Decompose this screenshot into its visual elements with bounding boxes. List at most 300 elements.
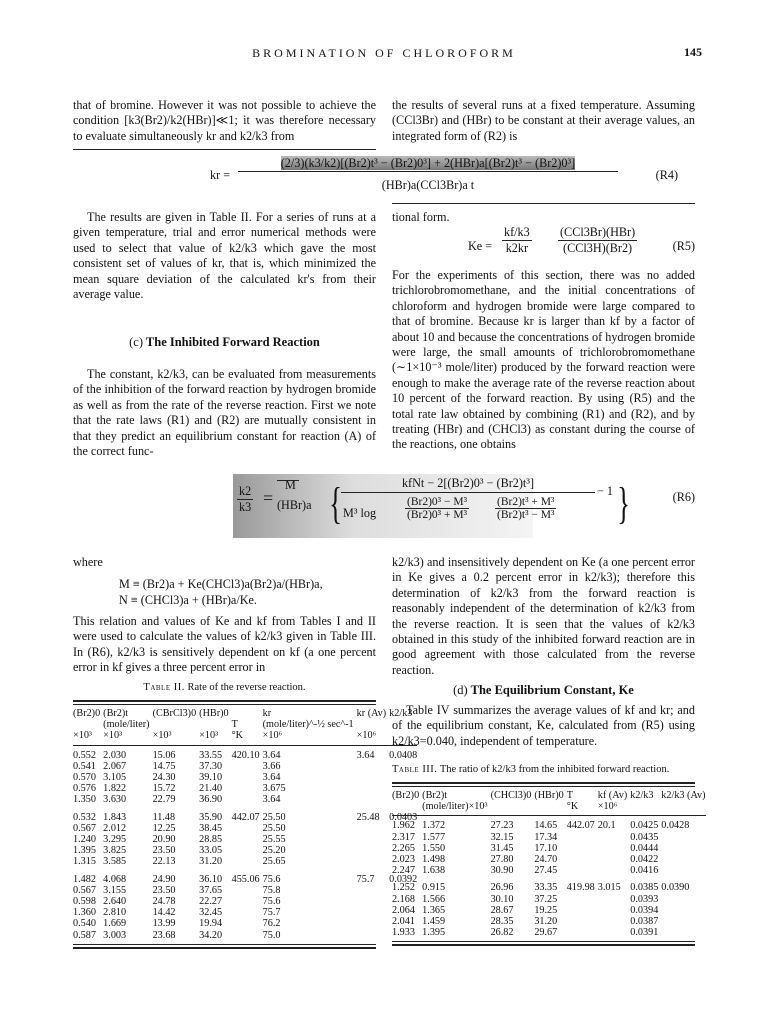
table-cell: 1.372 [422,820,446,832]
table-cell: 30.90 [490,865,514,877]
table-row [392,927,709,938]
table-cell: 455.06 [231,873,260,885]
table-cell: 3.295 [103,834,127,846]
table-cell [598,832,631,843]
right-functional-form: tional form. [392,210,450,224]
table-cell [567,865,598,876]
table-cell: 1.669 [103,918,127,930]
table-cell [661,905,708,916]
table-cell [232,896,263,907]
table-cell: 23.50 [152,845,176,857]
table-cell: 0.0435 [630,831,659,843]
table-cell: 32.15 [490,831,514,843]
running-header-title: BROMINATION OF CHLOROFORM [252,46,516,60]
table-cell: 1.459 [422,916,446,928]
table-cell: 0.0391 [630,927,659,939]
table-cell: 20.90 [152,834,176,846]
table-cell [661,854,708,865]
table-cell: 3.015 [597,882,621,894]
table-cell: 0.552 [73,749,96,761]
table-header-row [73,719,420,730]
table-cell: 2.265 [392,842,415,854]
table-cell [598,854,631,865]
table-row [392,905,709,916]
left-middle-paragraph: The results are given in Table II. For a series of runs at a given temperature, trial and error numerical methods were used to select that value of k2/k3 which gave the most consistent set of values of kr, that is, which minimized the mean square deviation of the calculated kr's from their average value. [73,210,376,302]
table-cell: 20.1 [597,820,616,832]
table-cell: 2.810 [103,907,127,919]
eq-r6-hbr: (HBr)a [277,498,312,512]
table-cell [598,916,631,927]
table-cell: 0.0385 [630,882,659,894]
table-cell: 14.65 [534,820,558,832]
table-header-cell: T [566,790,573,801]
table-header-cell: k2/k3 [389,708,413,719]
table-cell: 1.350 [73,794,96,806]
table-cell: 1.843 [103,811,127,823]
table-header-cell: ×10³ [103,730,123,742]
table-header-cell: ×10³ [152,730,172,742]
table-cell: 37.65 [199,884,223,896]
table-header-cell: (Br2)0 [73,708,101,719]
table-cell [598,927,631,938]
eq-r6-k3: k3 [239,500,252,514]
table-cell: 25.50 [262,811,286,823]
table-cell: 22.79 [152,794,176,806]
table-cell: 23.68 [152,929,176,941]
table-cell [661,843,708,854]
table-cell: 0.0425 [630,820,659,832]
table-cell: 37.30 [199,760,223,772]
table-header-row [392,801,709,812]
table-cell [357,823,390,834]
table-header-cell: (HBr)0 [534,790,564,801]
table-cell: 0.0422 [630,854,659,866]
eq-r5-lhs: Ke = [468,239,493,253]
table-cell [598,865,631,876]
table-header-cell: (mole/liter) [103,719,150,731]
table-cell: 3.585 [103,856,127,868]
right-middle-paragraph: For the experiments of this section, there was no added trichlorobromomethane, and the initial concentrations of chloroform and hydrogen bromide were large compared to that of bromine. Because kr is larger than kf by a factor of about 10 and because the concentrations of hydrogen bromide were large, the small amounts of trichlorobromomethane (∼1×10⁻³ mole/liter) produced by the forward reaction were enough to make the average rate of the reverse reaction about 10 percent of the forward reaction. By using (R5) and the total rate law obtained by combining (R1) and (R2), and by treating (HBr) and (CHCl3) as constant during the course of the reactions, one obtains [392,268,695,452]
table-cell: 24.70 [534,854,558,866]
eq-r5-tag: (R5) [672,239,695,253]
table-cell: 442.07 [231,811,260,823]
table-row [73,896,420,907]
table-3-grid [392,790,709,938]
table-header-cell: T [231,719,238,731]
table-cell: 3.105 [103,772,127,784]
table-cell: 15.06 [152,749,176,761]
table-cell [232,856,263,867]
table-row [73,834,420,845]
table-header-cell: kf (Av) [597,790,628,801]
section-heading-c: (c) The Inhibited Forward Reaction [129,335,320,349]
table-header-cell: °K [231,730,244,742]
table-cell: 19.94 [199,918,223,930]
table-row [73,823,420,834]
table-cell [232,794,263,805]
table-cell: 3.675 [262,783,286,795]
table-header-cell: ×10⁶ [262,730,283,742]
table-cell: 3.64 [262,794,281,806]
table-row [73,907,420,918]
table-cell: 27.45 [534,865,558,877]
eq-r6-a-den: (Br2)0³ + M³ [407,509,468,521]
definition-n: N ≡ (CHCl3)a + (HBr)a/Ke. [119,593,257,607]
table-cell [357,845,390,856]
table-cell: 39.10 [199,772,223,784]
table-cell: 33.05 [199,845,223,857]
table-cell: 1.498 [422,854,446,866]
eq-r4-denominator: (HBr)a(CCl3Br)a t [381,178,475,192]
table-cell: 3.64 [262,749,281,761]
table-cell [357,856,390,867]
table-cell: 26.96 [490,882,514,894]
eq-r6-k2: k2 [239,484,252,498]
table-cell: 0.0393 [630,893,659,905]
table-cell [357,930,390,941]
table-header-cell: (HBr)0 [199,708,229,719]
eq-r4-tag: (R4) [655,168,678,182]
table-cell [232,761,263,772]
table-cell: 1.550 [422,842,446,854]
table-cell: 1.933 [392,927,415,939]
table-cell: 15.72 [152,783,176,795]
table-header-cell [73,719,103,730]
table-cell: 26.82 [490,927,514,939]
table-cell: 12.25 [152,822,176,834]
table-row [73,856,420,867]
table-cell: 22.27 [199,896,223,908]
table-cell [357,783,390,794]
table-cell: 32.45 [199,907,223,919]
table-cell: 2.640 [103,896,127,908]
table-cell: 3.630 [103,794,127,806]
table-cell: 2.067 [103,760,127,772]
table-row [73,845,420,856]
table-cell: 75.8 [262,884,281,896]
table-cell [598,894,631,905]
table-cell: 2.247 [392,865,415,877]
table-header-cell: k2/k3 (Av) [661,790,706,801]
table-cell: 2.317 [392,831,415,843]
table-row [73,874,420,885]
table-cell: 1.962 [392,820,415,832]
table-cell: 2.012 [103,822,127,834]
table-cell [567,916,598,927]
table-cell: 37.25 [534,893,558,905]
table-cell: 0.576 [73,783,96,795]
table-row [73,885,420,896]
table-header-cell: (CHCl3)0 [490,790,532,801]
table-header-cell: (CBrCl3)0 [152,708,197,719]
definition-m: M ≡ (Br2)a + Ke(CHCl3)a(Br2)a/(HBr)a, [119,577,323,591]
eq-r6-m: M [285,478,296,492]
table-cell: 4.068 [103,873,127,885]
table-cell: 0.567 [73,822,96,834]
table-row [73,750,420,761]
table-cell: 0.541 [73,760,96,772]
table-cell: 17.10 [534,842,558,854]
table-cell: 28.85 [199,834,223,846]
table-row [73,812,420,823]
table-cell: 1.252 [392,882,415,894]
table-cell [232,845,263,856]
table-cell: 3.64 [262,772,281,784]
table-row [73,930,420,941]
eq-r5-den1: k2kr [505,241,529,255]
eq-r5-num1: kf/k3 [504,225,530,239]
table-row [392,894,709,905]
table-cell [232,885,263,896]
table-cell [661,927,708,938]
table-cell: 23.50 [152,884,176,896]
table-cell [567,854,598,865]
table-cell: 0.0387 [630,916,659,928]
table-cell: 31.20 [534,916,558,928]
table-cell: 75.7 [356,873,375,885]
table-cell: 0.0392 [389,873,418,885]
table-cell: 1.240 [73,834,96,846]
table-cell [357,918,390,929]
table-cell [232,772,263,783]
table-2-caption: Table II. Rate of the reverse reaction. [143,682,306,693]
table-cell [357,907,390,918]
table-cell: 0.570 [73,772,96,784]
table-header-cell: ×10³ [73,730,92,742]
table-cell: 0.0403 [389,811,418,823]
table-cell: 1.360 [73,907,96,919]
table-header-cell: (mole/liter)×10³ [422,801,488,813]
table-header-cell: k2/k3 [630,790,654,801]
table-cell [357,896,390,907]
table-cell: 0.915 [422,882,446,894]
table-row [392,843,709,854]
table-cell: 19.25 [534,904,558,916]
table-cell [661,916,708,927]
table-row [73,783,420,794]
table-cell: 75.6 [262,873,281,885]
table-cell: 75.6 [262,896,281,908]
table-header-cell: °K [566,801,579,813]
table-header-cell: ×10⁶ [356,730,377,742]
table-cell: 34.20 [199,929,223,941]
table-cell: 0.0444 [630,842,659,854]
table-cell [232,907,263,918]
table-cell: 25.65 [262,856,286,868]
eq-r6-b-den: (Br2)t³ − M³ [497,509,555,521]
right-section-d-paragraph: Table IV summarizes the average values of kf and kr; and of the equilibrium constant, Ke, calculated from (R5) using k2/k3=0.040, independent of temperature. [392,703,695,748]
table-cell [598,843,631,854]
table-cell [661,865,708,876]
table-cell: 3.66 [262,760,281,772]
right-lower-paragraph: k2/k3) and insensitively dependent on Ke (a one percent error in Ke gives a 0.2 percent error in k2/k3); therefore this determination of k2/k3 from the forward reaction is reasonably independent of the determination of k2/k3 from the reverse reaction. It is seen that the values of k2/k3 obtained in this study of the inhibited forward reaction are in good agreement with those calculated from the reverse reaction. [392,555,695,677]
table-header-cell [232,708,263,719]
table-header-cell: (mole/liter)^-½ sec^-1 [262,719,354,731]
left-lower-paragraph: This relation and values of Ke and kf from Tables I and II were used to calculate the values of k2/k3 given in Table III. In (R6), k2/k3 is sensitively dependent on kf (a one percent error in kf gives a three percent error in [73,614,376,675]
table-cell: 0.567 [73,884,96,896]
table-cell: 24.30 [152,772,176,784]
eq-r6-minus-one: − 1 [597,484,614,498]
table-cell [567,832,598,843]
left-top-paragraph: that of bromine. However it was not possible to achieve the condition [k3(Br2)/k2(HBr)]≪1; it was therefore necessary to evaluate simultaneously kr and k2/k3 from [73,98,376,143]
table-header-row [392,790,709,801]
table-cell: 36.90 [199,794,223,806]
table-cell: 0.540 [73,918,96,930]
left-section-c-paragraph: The constant, k2/k3, can be evaluated from measurements of the inhibition of the forward reaction by hydrogen bromide as well as from the rate of the reverse reaction. First we note that the rate laws (R1) and (R2) are mutually consistent in that they predict an equilibrium constant for reaction (A) of the correct func- [73,367,376,459]
eq-r6-a-num: (Br2)0³ − M³ [407,496,468,508]
equation-r6: $\frac{k2}{k3}$ = M (HBr)a { kfNt − 2[(Br2)0³ − (Br2)t³] M³ log $\frac{\text{(Br2)0³ − M³}}{\text{(Br2)0³ + M³}}$ $\frac{\text{(Br2)t³ + M³}}{\text{(Br2)t³ − M³}}$ − 1 } (R6) [239,476,695,528]
table-cell [232,930,263,941]
table-header-cell [534,801,566,812]
table-cell: 31.45 [490,842,514,854]
table-row [73,794,420,805]
eq-r4-numerator: (2/3)(k3/k2)[(Br2)t³ − (Br2)0³] + 2(HBr)a[(Br2)t³ − (Br2)0³] [280,156,576,170]
table-header-cell: (Br2)t [103,708,129,719]
table-cell: 11.48 [152,811,176,823]
table-row [392,865,709,876]
table-cell: 0.598 [73,896,96,908]
right-top-paragraph: the results of several runs at a fixed temperature. Assuming (CCl3Br) and (HBr) to be constant at their average values, an integrated form of (R2) is [392,98,695,143]
eq-r4-lhs: kr = [210,168,231,182]
table-cell [232,783,263,794]
table-cell: 76.2 [262,918,281,930]
table-cell: 1.638 [422,865,446,877]
table-cell: 22.13 [152,856,176,868]
table-row [392,832,709,843]
table-cell: 27.23 [490,820,514,832]
table-cell [232,918,263,929]
table-header-row [73,708,420,719]
table-cell [567,894,598,905]
table-cell [232,823,263,834]
table-header-cell [153,719,200,730]
table-row [73,761,420,772]
table-row [392,820,709,831]
table-cell: 35.90 [199,811,223,823]
table-cell: 13.99 [152,918,176,930]
table-row [392,916,709,927]
table-cell: 420.10 [231,749,260,761]
divider [392,203,695,204]
eq-r6-tag: (R6) [672,490,695,504]
table-cell [357,761,390,772]
table-cell: 14.42 [152,907,176,919]
table-header-cell: ×10³ [199,730,219,742]
table-cell: 0.0394 [630,904,659,916]
table-cell [661,894,708,905]
table-header-cell [357,719,390,730]
table-cell: 1.566 [422,893,446,905]
table-header-cell [661,801,708,812]
eq-r5-num2: (CCl3Br)(HBr) [560,225,636,239]
table-cell: 442.07 [566,820,595,832]
table-3 [392,782,706,946]
table-header-cell [199,719,231,730]
equation-r5 [430,223,695,269]
table-cell: 28.35 [490,916,514,928]
table-cell: 38.45 [199,822,223,834]
table-cell: 25.20 [262,845,286,857]
table-row [392,882,709,893]
table-cell: 0.587 [73,929,96,941]
table-cell [357,794,390,805]
table-header-cell [630,801,661,812]
table-cell: 75.7 [262,907,281,919]
table-cell: 0.532 [73,811,96,823]
table-cell: 1.395 [73,845,96,857]
table-cell: 0.0428 [661,820,690,832]
table-cell: 2.168 [392,893,415,905]
table-2-grid [73,708,420,941]
table-cell: 30.10 [490,893,514,905]
eq-r6-main-numerator: kfNt − 2[(Br2)0³ − (Br2)t³] [401,476,535,490]
table-cell: 29.67 [534,927,558,939]
table-cell: 33.55 [199,749,223,761]
table-cell: 21.40 [199,783,223,795]
table-header-cell: kr (Av) [356,708,387,719]
equation-r4 [210,156,690,198]
table-cell: 1.365 [422,904,446,916]
table-cell: 17.34 [534,831,558,843]
page-number: 145 [684,45,702,59]
table-cell: 1.315 [73,856,96,868]
table-cell: 24.78 [152,896,176,908]
table-cell [661,832,708,843]
table-cell [357,885,390,896]
table-cell [567,843,598,854]
table-header-row [73,730,420,741]
table-cell: 31.20 [199,856,223,868]
eq-r6-log: M³ log [343,506,377,520]
table-cell: 36.10 [199,873,223,885]
table-cell [598,905,631,916]
table-row [73,772,420,783]
table-header-cell: (Br2)t [422,790,448,801]
eq-r5-den2: (CCl3H)(Br2) [563,241,633,255]
table-cell: 1.395 [422,927,446,939]
table-cell: 1.577 [422,831,446,843]
table-header-cell [491,801,535,812]
divider [73,149,376,150]
table-cell: 1.822 [103,783,127,795]
table-cell: 1.482 [73,873,96,885]
table-cell: 25.50 [262,822,286,834]
table-cell [567,905,598,916]
section-heading-d: (d) The Equilibrium Constant, Ke [453,683,634,697]
table-cell: 2.023 [392,854,415,866]
table-cell: 2.064 [392,904,415,916]
table-cell [357,772,390,783]
table-header-cell: (Br2)0 [392,790,420,801]
table-cell: 419.98 [566,882,595,894]
table-cell: 25.55 [262,834,286,846]
table-cell: 24.90 [152,873,176,885]
table-cell: 25.48 [356,811,380,823]
table-cell: 27.80 [490,854,514,866]
table-cell [232,834,263,845]
table-row [392,854,709,865]
table-cell: 28.67 [490,904,514,916]
table-cell: 75.0 [262,929,281,941]
table-cell: 14.75 [152,760,176,772]
table-cell: 0.0390 [661,882,690,894]
table-cell: 3.155 [103,884,127,896]
table-cell: 2.041 [392,916,415,928]
table-cell: 33.35 [534,882,558,894]
table-cell [567,927,598,938]
table-header-cell: ×10⁶ [597,801,618,813]
eq-r6-b-num: (Br2)t³ + M³ [497,496,555,508]
